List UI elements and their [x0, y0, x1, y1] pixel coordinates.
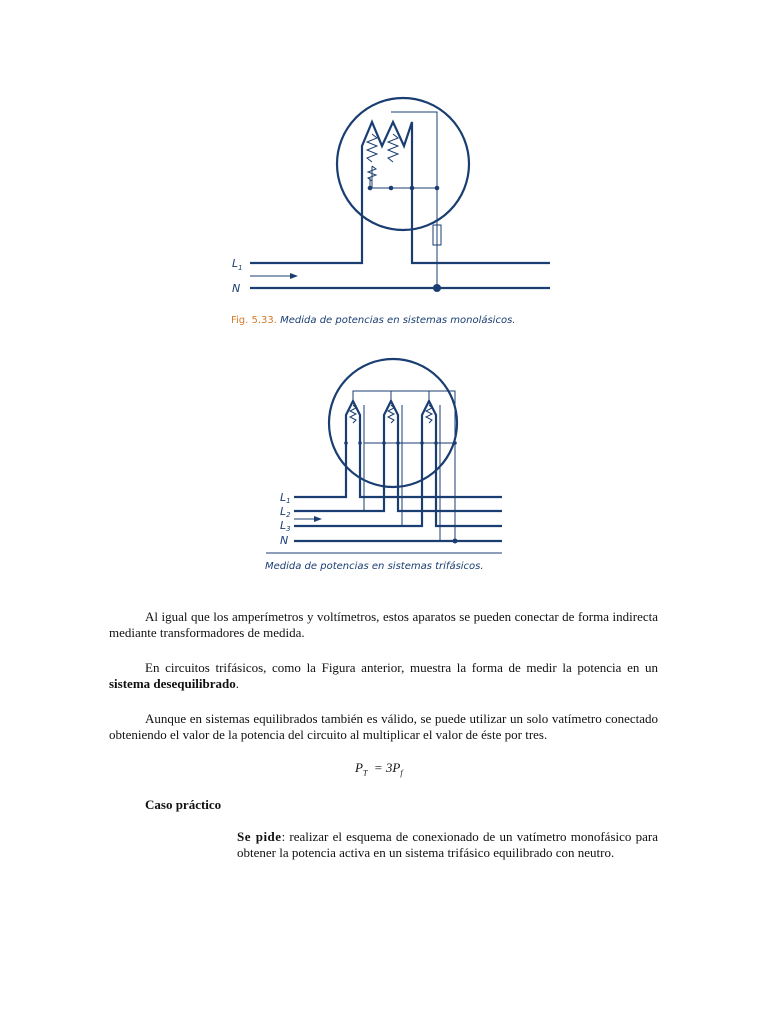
label-n: N	[280, 534, 289, 547]
figure2-caption-text: Medida de potencias en sistemas trifásicos.	[265, 561, 484, 572]
figure2-caption	[265, 561, 484, 572]
figure1-caption-number: Fig. 5.33.	[231, 315, 277, 326]
task-label: Se pide	[237, 829, 282, 844]
line-l1-conductor	[250, 122, 550, 263]
single-phase-diagram	[228, 82, 558, 307]
wattmeter-circle-3ph	[329, 359, 457, 487]
unbalanced-system-term: sistema desequilibrado	[109, 676, 236, 691]
figure1-caption	[231, 315, 515, 326]
paragraph-transformers: Al igual que los amperímetros y voltímetros, estos aparatos se pueden conectar de forma indirecta mediante transformadores de medida.	[109, 609, 658, 640]
wattmeter-circle	[337, 98, 469, 230]
label-l2: L2	[280, 505, 291, 519]
power-formula: $P_T = 3P_f$	[355, 760, 403, 778]
case-study-heading: Caso práctico	[145, 797, 222, 812]
line-l2-conductor	[294, 401, 502, 511]
paragraph-balanced: Aunque en sistemas equilibrados también es válido, se puede utilizar un solo vatímetro conectado obteniendo el valor de la potencia del circuito al multiplicar el valor de éste por tres.	[109, 711, 658, 742]
case-study-task: Se pide: realizar el esquema de conexionado de un vatímetro monofásico para obtener la potencia activa en un sistema trifásico equilibrado con neutro.	[237, 829, 658, 860]
paragraph-unbalanced: En circuitos trifásicos, como la Figura anterior, muestra la forma de medir la potencia en un sistema desequilibrado.	[109, 660, 658, 691]
label-l1: L1	[280, 491, 291, 505]
label-l3: L3	[280, 519, 291, 533]
label-n: N	[232, 282, 241, 295]
three-phase-diagram	[262, 355, 512, 555]
label-l1: $L_1$	[232, 257, 243, 272]
figure1-caption-text: Medida de potencias en sistemas monolásicos.	[280, 315, 516, 326]
